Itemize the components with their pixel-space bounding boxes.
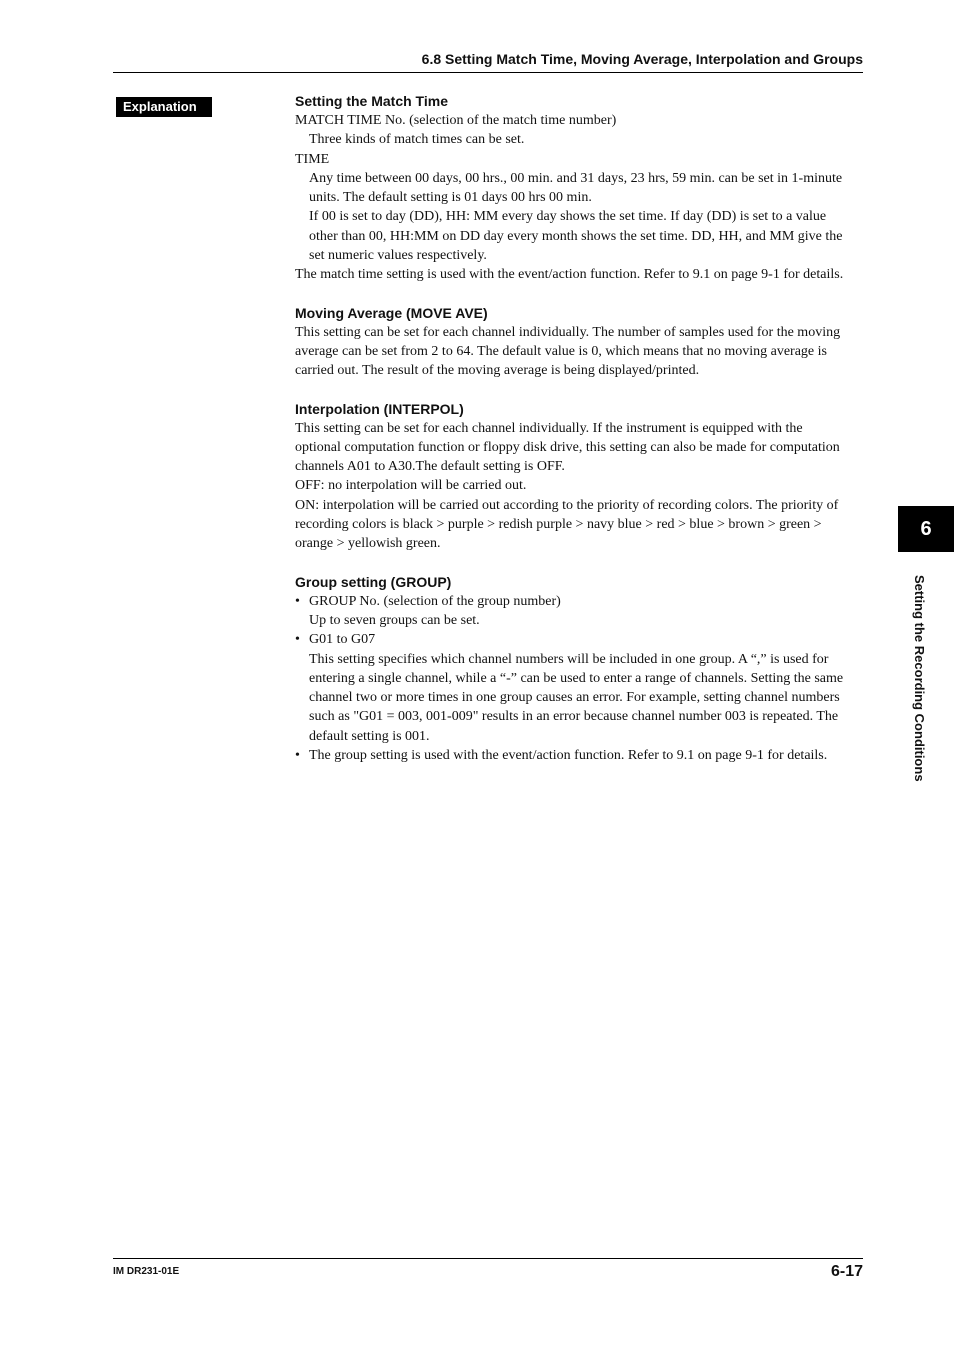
paragraph-line: This setting can be set for each channel individually. If the instrument is equipped with the	[295, 420, 803, 436]
paragraph-line: set numeric values respectively.	[309, 248, 487, 264]
paragraph-line: optional computation function or floppy disk drive, this setting can also be made for computation	[295, 439, 840, 455]
section-heading-match-time: Setting the Match Time	[295, 93, 448, 109]
paragraph-line: TIME	[295, 151, 330, 167]
paragraph-line: carried out. The result of the moving average is being displayed/printed.	[295, 363, 700, 379]
paragraph-line: Three kinds of match times can be set.	[309, 132, 525, 148]
document-id: IM DR231-01E	[113, 1266, 180, 1277]
main-content	[295, 92, 865, 765]
footer-rule	[113, 1258, 863, 1259]
paragraph-line: entering a single channel, while a “-” can be used to enter a range of channels. Setting the same	[309, 670, 844, 686]
bullet-icon: •	[295, 632, 300, 648]
paragraph-line: other than 00, HH:MM on DD day every month shows the set time. DD, HH, and MM give the	[309, 228, 843, 244]
bullet-text: The group setting is used with the event/action function. Refer to 9.1 on page 9-1 for details.	[309, 748, 828, 764]
paragraph-line: channels A01 to A30.The default setting is OFF.	[295, 459, 565, 475]
bullet-text: GROUP No. (selection of the group number)	[309, 593, 561, 609]
page-header-title: 6.8 Setting Match Time, Moving Average, Interpolation and Groups	[421, 51, 863, 67]
bullet-icon: •	[295, 593, 300, 609]
paragraph-line: Any time between 00 days, 00 hrs., 00 min. and 31 days, 23 hrs, 59 min. can be set in 1-minute	[309, 170, 843, 186]
paragraph-line: OFF: no interpolation will be carried out.	[295, 478, 527, 494]
bullet-item	[295, 592, 865, 611]
paragraph-line: Up to seven groups can be set.	[309, 612, 480, 628]
explanation-label: Explanation	[116, 97, 212, 117]
page-number: 6-17	[830, 1263, 863, 1280]
section-heading-moving-average: Moving Average (MOVE AVE)	[295, 304, 488, 321]
paragraph-line: MATCH TIME No. (selection of the match time number)	[295, 113, 617, 128]
paragraph-line: recording colors is black > purple > redish purple > navy blue > red > blue > brown > green >	[295, 517, 822, 533]
paragraph-line: This setting specifies which channel numbers will be included in one group. A “,” is used for	[309, 651, 829, 667]
chapter-tab: 6	[898, 506, 954, 552]
paragraph-line: If 00 is set to day (DD), HH: MM every day shows the set time. If day (DD) is set to a value	[309, 209, 827, 225]
chapter-title-vertical: Setting the Recording Conditions	[912, 575, 927, 782]
bullet-text: G01 to G07	[309, 632, 376, 648]
paragraph-line: ON: interpolation will be carried out according to the priority of recording colors. The priority of	[295, 497, 839, 513]
bullet-item	[295, 746, 865, 765]
header-rule	[113, 72, 863, 73]
paragraph-line: average can be set from 2 to 64. The default value is 0, which means that no moving average is	[295, 343, 827, 359]
bullet-icon: •	[295, 748, 300, 764]
paragraph-line: default setting is 001.	[309, 728, 430, 744]
paragraph-line: orange > yellowish green.	[295, 536, 441, 552]
paragraph-line: channel two or more times in one group causes an error. For example, setting channel numbers	[309, 690, 840, 706]
paragraph-line: units. The default setting is 01 days 00 hrs 00 min.	[309, 190, 592, 206]
paragraph-line: such as "G01 = 003, 001-009" results in an error because channel number 003 is repeated. The	[309, 709, 839, 725]
paragraph-line: The match time setting is used with the event/action function. Refer to 9.1 on page 9-1 for details.	[295, 267, 844, 283]
section-heading-group: Group setting (GROUP)	[295, 573, 452, 590]
bullet-item	[295, 630, 865, 649]
paragraph-line: This setting can be set for each channel individually. The number of samples used for the moving	[295, 324, 841, 340]
section-heading-interpolation: Interpolation (INTERPOL)	[295, 400, 464, 417]
